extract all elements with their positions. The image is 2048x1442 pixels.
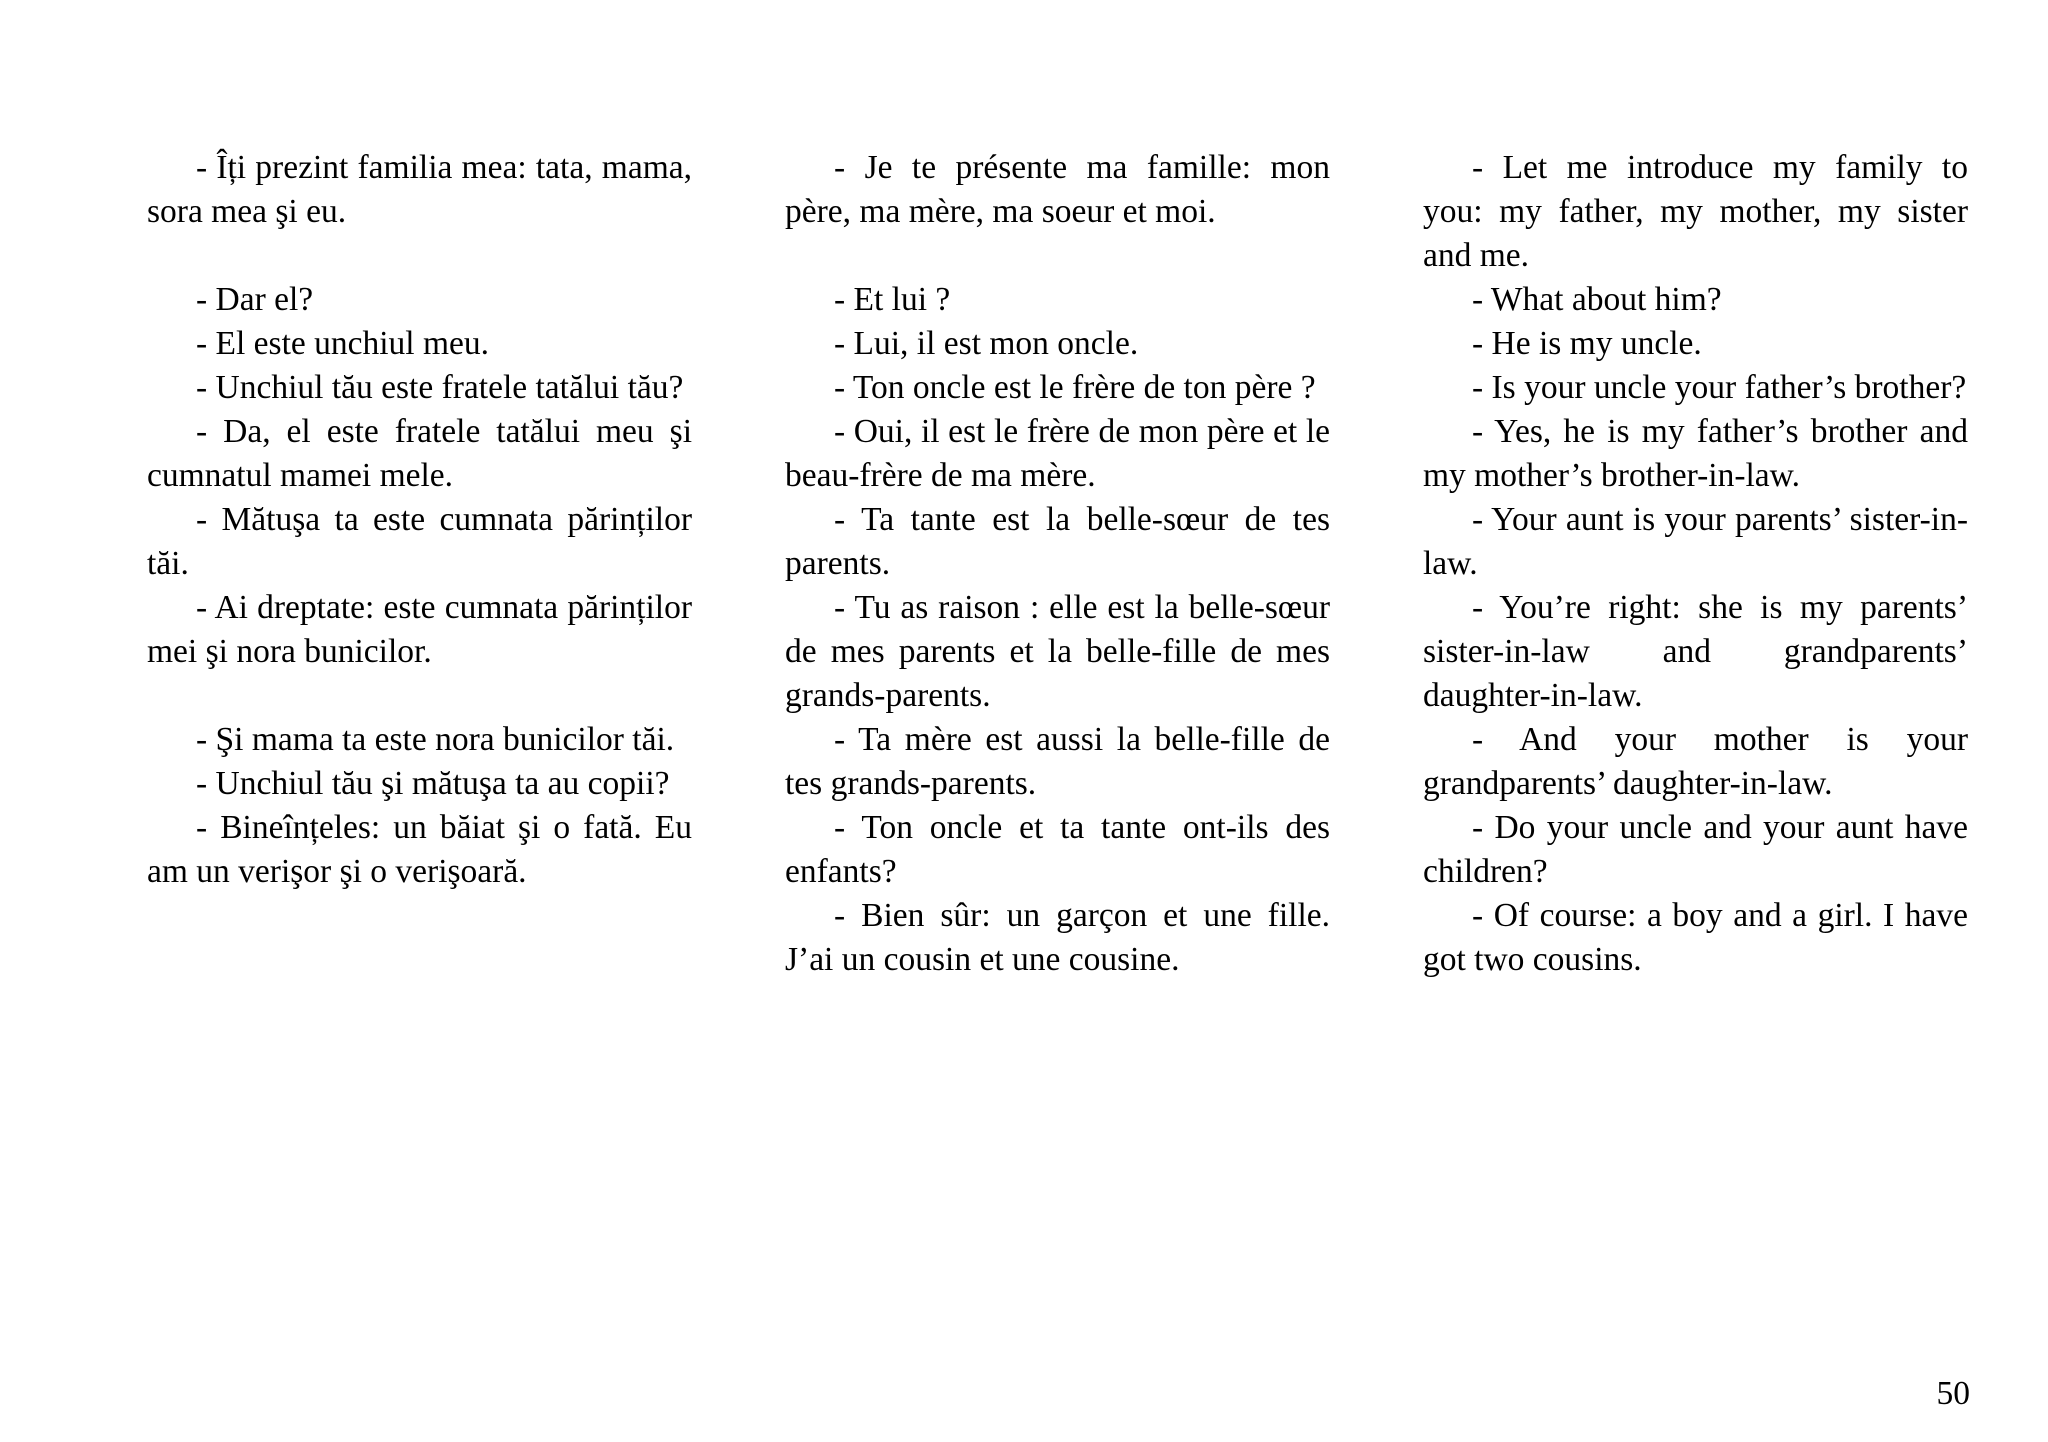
dialogue-line: - Ton oncle et ta tante ont-ils des enfants? xyxy=(785,809,1330,890)
dialogue-line: - Ton oncle est le frère de ton père ? xyxy=(834,369,1316,406)
dialogue-line: - Ai dreptate: este cumnata părinților mei şi nora bunicilor. xyxy=(147,589,692,670)
dialogue-line: - He is my uncle. xyxy=(1472,325,1702,362)
dialogue-line: - Unchiul tău este fratele tatălui tău? xyxy=(196,369,684,406)
dialogue-line: - Mătuşa ta este cumnata părinților tăi. xyxy=(147,501,692,582)
page-number: 50 xyxy=(1936,1375,1970,1412)
dialogue-line: - Îți prezint familia mea: tata, mama, sora mea şi eu. xyxy=(147,149,692,230)
paragraph-gap xyxy=(147,234,692,278)
romanian-column xyxy=(147,146,692,894)
dialogue-line: - Da, el este fratele tatălui meu şi cumnatul mamei mele. xyxy=(147,413,692,494)
english-column xyxy=(1423,146,1968,982)
dialogue-line: - Unchiul tău şi mătuşa ta au copii? xyxy=(196,765,670,802)
dialogue-line: - Yes, he is my father’s brother and my mother’s brother-in-law. xyxy=(1423,413,1968,494)
dialogue-line: - Your aunt is your parents’ sister-in-law. xyxy=(1423,501,1968,582)
dialogue-line: - Bineînțeles: un băiat şi o fată. Eu am un verişor şi o verişoară. xyxy=(147,809,692,890)
dialogue-line: - Je te présente ma famille: mon père, ma mère, ma soeur et moi. xyxy=(785,149,1330,230)
dialogue-line: - El este unchiul meu. xyxy=(196,325,490,362)
dialogue-line: - And your mother is your grandparents’ daughter-in-law. xyxy=(1423,721,1968,802)
dialogue-line: - Let me introduce my family to you: my father, my mother, my sister and me. xyxy=(1423,149,1968,274)
dialogue-line: - Do your uncle and your aunt have children? xyxy=(1423,809,1968,890)
paragraph-gap xyxy=(785,234,1330,278)
dialogue-line: - Dar el? xyxy=(196,281,314,318)
dialogue-line: - Oui, il est le frère de mon père et le beau-frère de ma mère. xyxy=(785,413,1330,494)
dialogue-line: - Ta tante est la belle-sœur de tes parents. xyxy=(785,501,1330,582)
dialogue-line: - What about him? xyxy=(1472,281,1722,318)
dialogue-line: - Lui, il est mon oncle. xyxy=(834,325,1139,362)
dialogue-line: - Şi mama ta este nora bunicilor tăi. xyxy=(196,721,675,758)
dialogue-line: - Ta mère est aussi la belle-fille de tes grands-parents. xyxy=(785,721,1330,802)
dialogue-line: - Bien sûr: un garçon et une fille. J’ai un cousin et une cousine. xyxy=(785,897,1330,978)
dialogue-line: - Et lui ? xyxy=(834,281,951,318)
dialogue-line: - You’re right: she is my parents’ sister-in-law and grandparents’ daughter-in-law. xyxy=(1423,589,1968,714)
dialogue-line: - Tu as raison : elle est la belle-sœur de mes parents et la belle-fille de mes grands-parents. xyxy=(785,589,1330,714)
paragraph-gap xyxy=(147,674,692,718)
french-column xyxy=(785,146,1330,982)
dialogue-line: - Of course: a boy and a girl. I have got two cousins. xyxy=(1423,897,1968,978)
dialogue-line: - Is your uncle your father’s brother? xyxy=(1472,369,1967,406)
